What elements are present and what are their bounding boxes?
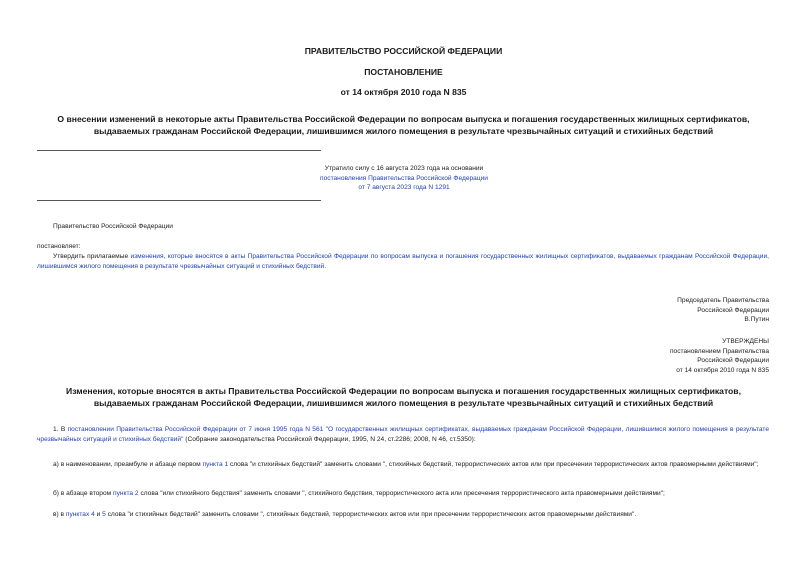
government-line: Правительство Российской Федерации bbox=[53, 223, 173, 230]
clause-4-link[interactable]: пунктах 4 bbox=[65, 511, 95, 518]
signature-name: В.Путин bbox=[744, 316, 769, 323]
approval-stamp: УТВЕРЖДЕНЫ постановлением Правительства Российской Федерации от 14 октября 2010 года N 835 bbox=[469, 337, 769, 375]
document-title-line1: О внесении изменений в некоторые акты Правительства Российской Федерации по вопросам выпуска и погашения государственных жилищных сертификатов, bbox=[57, 114, 750, 124]
clause-1-link[interactable]: пункта 1 bbox=[202, 461, 229, 468]
document-title bbox=[0, 113, 807, 137]
signature-position: Председатель Правительства bbox=[677, 297, 769, 304]
repeal-decree-date-link[interactable]: от 7 августа 2023 года N 1291 bbox=[358, 184, 450, 191]
change-item-a: а) в наименовании, преамбуле и абзаце первом пункта 1 слова "и стихийных бедствий" заменить словами ", стихийных бедствий, террористических актов или при пресечении террористических актов правомерными действиями"; bbox=[53, 461, 759, 468]
change-item-1: 1. В постановлении Правительства Российской Федерации от 7 июня 1995 года N 561 "О государственных жилищных сертификатах, выдаваемых гражданам Российской Федерации, лишившимся жилого помещения в результате чрезвычайных ситуаций и стихийных бедствий" (Собрание законодательства Российской Федерации, 1995, N 24, ст.2286; 2008, N 46, ст.5350): bbox=[37, 426, 769, 443]
changes-title bbox=[0, 385, 807, 409]
decree-561-link[interactable]: постановлении Правительства Российской Федерации от 7 июня 1995 года N 561 "О государственных жилищных сертификатах, выдаваемых гражданам Российской Федерации, лишившимся жилого помещения в результате чрезвычайных ситуаций и стихийных бедствий" bbox=[37, 426, 769, 443]
approval-label: УТВЕРЖДЕНЫ bbox=[722, 338, 769, 345]
repeal-note bbox=[290, 164, 518, 193]
change-item-v: в) в пунктах 4 и 5 слова "и стихийных бедствий" заменить словами ", стихийных бедствий, террористических актов или при пресечении террористических актов правомерными действиями". bbox=[53, 511, 637, 518]
separator-rule-bottom bbox=[37, 200, 321, 201]
document-title-line2: выдаваемых гражданам Российской Федерации, лишившимся жилого помещения в результате чрезвычайных ситуаций и стихийных бедствий bbox=[93, 126, 714, 136]
approved-changes-link[interactable]: изменения, которые вносятся в акты Правительства Российской Федерации по вопросам выпуска и погашения государственных жилищных сертификатов, выдаваемых гражданам Российской Федерации, лишившимся жилого помещения в результате чрезвычайных ситуаций и стихийных бедствий bbox=[37, 253, 769, 270]
signature-block bbox=[469, 296, 769, 325]
document-type: ПОСТАНОВЛЕНИЕ bbox=[364, 67, 443, 77]
resolves-line: постановляет: bbox=[37, 243, 81, 250]
changes-title-line1: Изменения, которые вносятся в акты Правительства Российской Федерации по вопросам выпуска и погашения государственных жилищных сертификатов, bbox=[66, 386, 741, 396]
repeal-note-text: Утратило силу с 16 августа 2023 года на основании bbox=[324, 165, 484, 172]
approve-paragraph: Утвердить прилагаемые изменения, которые вносятся в акты Правительства Российской Федерации по вопросам выпуска и погашения государственных жилищных сертификатов, выдаваемых гражданам Российской Федерации, лишившимся жилого помещения в результате чрезвычайных ситуаций и стихийных бедствий. bbox=[37, 253, 769, 270]
separator-rule-top bbox=[37, 150, 321, 151]
document-date-number: от 14 октября 2010 года N 835 bbox=[340, 87, 467, 97]
change-item-b: б) в абзаце втором пункта 2 слова "или стихийного бедствия" заменить словами ", стихийного бедствия, террористического акта или пресечения террористического акта правомерными действиями"; bbox=[53, 490, 665, 497]
changes-title-line2: выдаваемых гражданам Российской Федерации, лишившимся жилого помещения в результате чрезвычайных ситуаций и стихийных бедствий bbox=[93, 398, 714, 408]
issuing-authority: ПРАВИТЕЛЬСТВО РОССИЙСКОЙ ФЕДЕРАЦИИ bbox=[304, 46, 503, 56]
repeal-decree-link[interactable]: постановления Правительства Российской Федерации bbox=[320, 174, 488, 182]
clause-2-link[interactable]: пункта 2 bbox=[113, 490, 139, 497]
signature-position-2: Российской Федерации bbox=[697, 306, 769, 314]
approval-date: от 14 октября 2010 года N 835 bbox=[676, 366, 769, 374]
clause-5-link[interactable]: 5 bbox=[102, 511, 106, 518]
